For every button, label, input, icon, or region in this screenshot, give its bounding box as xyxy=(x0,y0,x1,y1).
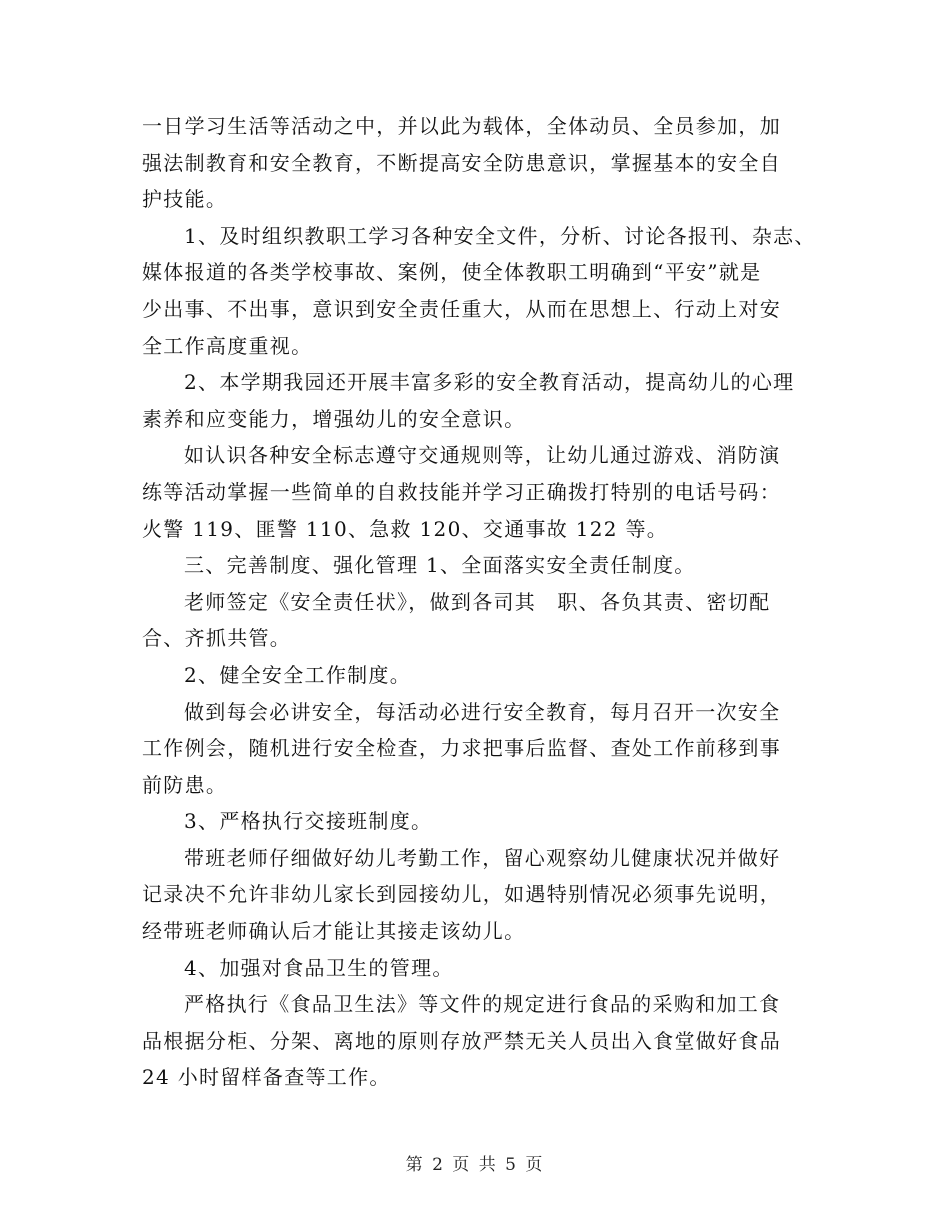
text-line: 三、完善制度、强化管理 1、全面落实安全责任制度。 xyxy=(184,553,696,578)
text-line: 1、及时组织教职工学习各种安全文件，分析、讨论各报刊、杂志、 xyxy=(184,223,816,248)
text-line: 如认识各种安全标志遵守交通规则等，让幼儿通过游戏、消防演 xyxy=(184,443,781,468)
text-line: 2、本学期我园还开展丰富多彩的安全教育活动，提高幼儿的心理 xyxy=(184,370,795,395)
text-line: 全工作高度重视。 xyxy=(142,333,313,358)
text-line: 严格执行《食品卫生法》等文件的规定进行食品的采购和加工食 xyxy=(184,992,781,1017)
text-line: 火警 119、匪警 110、急救 120、交通事故 122 等。 xyxy=(142,516,669,541)
text-line: 护技能。 xyxy=(142,187,228,212)
document-body xyxy=(142,108,816,1096)
text-line: 工作例会，随机进行安全检查，力求把事后监督、查处工作前移到事 xyxy=(142,736,781,761)
text-line: 素养和应变能力，增强幼儿的安全意识。 xyxy=(142,406,526,431)
text-line: 老师签定《安全责任状》，做到各司其 职、各负其责、密切配 xyxy=(184,589,771,614)
text-line: 做到每会必讲安全，每活动必进行安全教育，每月召开一次安全 xyxy=(184,699,781,724)
page-number-footer: 第 2 页 共 5 页 xyxy=(405,1155,545,1175)
text-line: 3、严格执行交接班制度。 xyxy=(184,809,433,834)
text-line: 练等活动掌握一些简单的自救技能并学习正确拨打特别的电话号码： xyxy=(142,479,781,504)
text-line: 少出事、不出事，意识到安全责任重大，从而在思想上、行动上对安 xyxy=(142,296,781,321)
text-line: 2、健全安全工作制度。 xyxy=(184,662,412,687)
text-line: 前防患。 xyxy=(142,772,228,797)
text-line: 一日学习生活等活动之中，并以此为载体，全体动员、全员参加，加 xyxy=(142,114,781,138)
text-line: 24 小时留样备查等工作。 xyxy=(142,1065,391,1090)
text-line: 媒体报道的各类学校事故、案例，使全体教职工明确到“平安”就是 xyxy=(142,260,762,285)
text-line: 合、齐抓共管。 xyxy=(142,626,292,651)
text-line: 强法制教育和安全教育，不断提高安全防患意识，掌握基本的安全自 xyxy=(142,150,781,175)
text-line: 带班老师仔细做好幼儿考勤工作，留心观察幼儿健康状况并做好 xyxy=(184,845,781,870)
text-line: 4、加强对食品卫生的管理。 xyxy=(184,955,454,980)
text-line: 品根据分柜、分架、离地的原则存放严禁无关人员出入食堂做好食品 xyxy=(142,1028,781,1053)
text-line: 记录决不允许非幼儿家长到园接幼儿，如遇特别情况必须事先说明， xyxy=(142,882,781,907)
text-line: 经带班老师确认后才能让其接走该幼儿。 xyxy=(142,919,526,944)
